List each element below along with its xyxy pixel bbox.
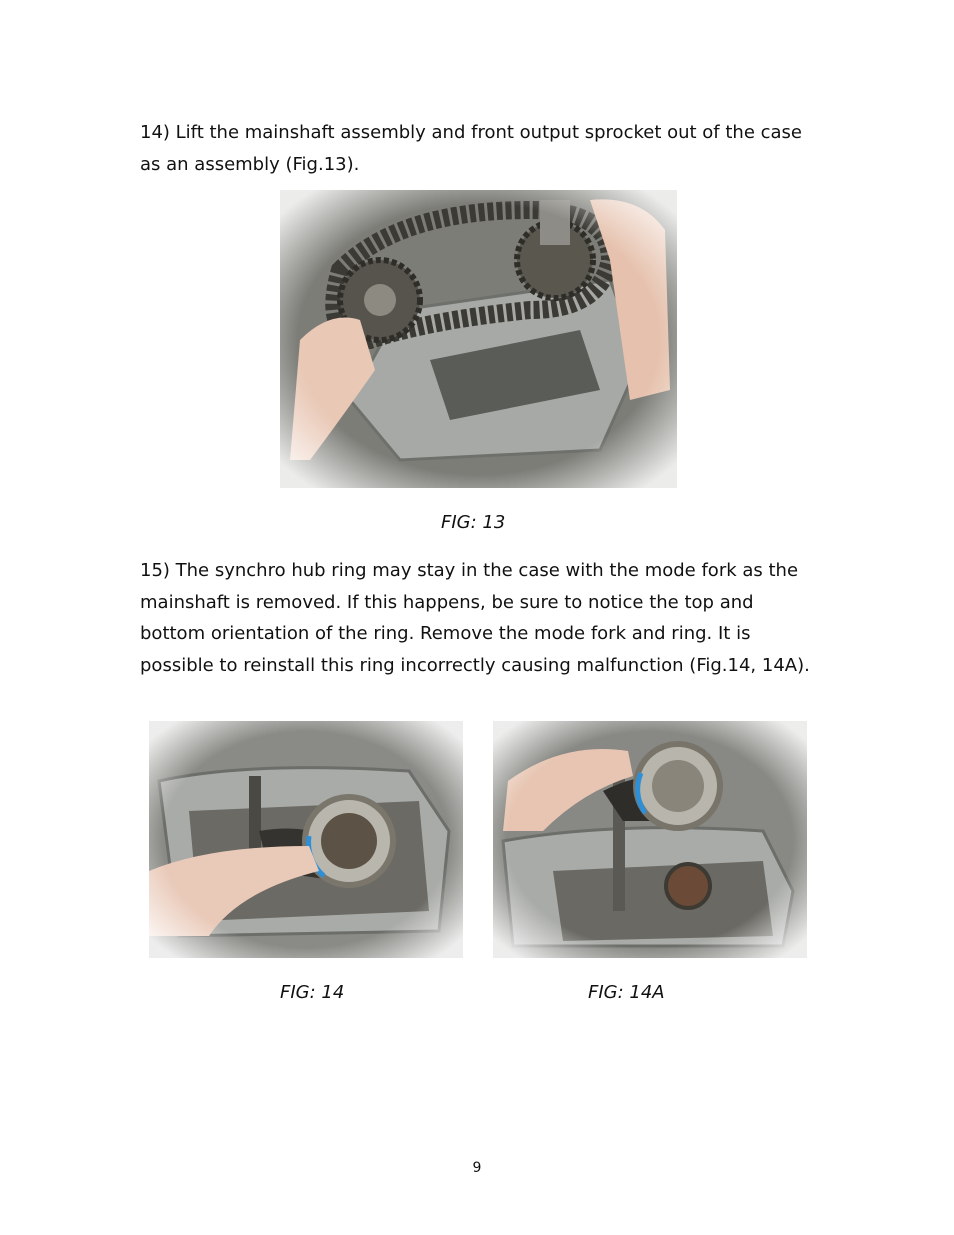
synchro-ring-in-case-illustration [149, 721, 463, 958]
chain-sprocket-illustration [280, 190, 677, 488]
figure-14-photo [149, 721, 463, 958]
step-14-paragraph: 14) Lift the mainshaft assembly and front output sprocket out of the case as an assembly (Fig.13). [140, 122, 803, 175]
figure-13-caption: FIG: 13 [441, 512, 506, 533]
mode-fork-removal-illustration [493, 721, 807, 958]
figure-14-caption: FIG: 14 [280, 982, 345, 1003]
page-number: 9 [472, 1160, 482, 1176]
figure-14a-photo [493, 721, 807, 958]
step-15-paragraph: 15) The synchro hub ring may stay in the case with the mode fork as the mainshaft is removed. If this happens, be sure to notice the top and bottom orientation of the ring. Remove the mode fork and ring. It is possible to reinstall this ring incorrectly causing malfunction (Fig.14, 14A). [140, 560, 810, 676]
figure-14a-caption: FIG: 14A [588, 982, 665, 1003]
figure-13-photo [280, 190, 677, 488]
